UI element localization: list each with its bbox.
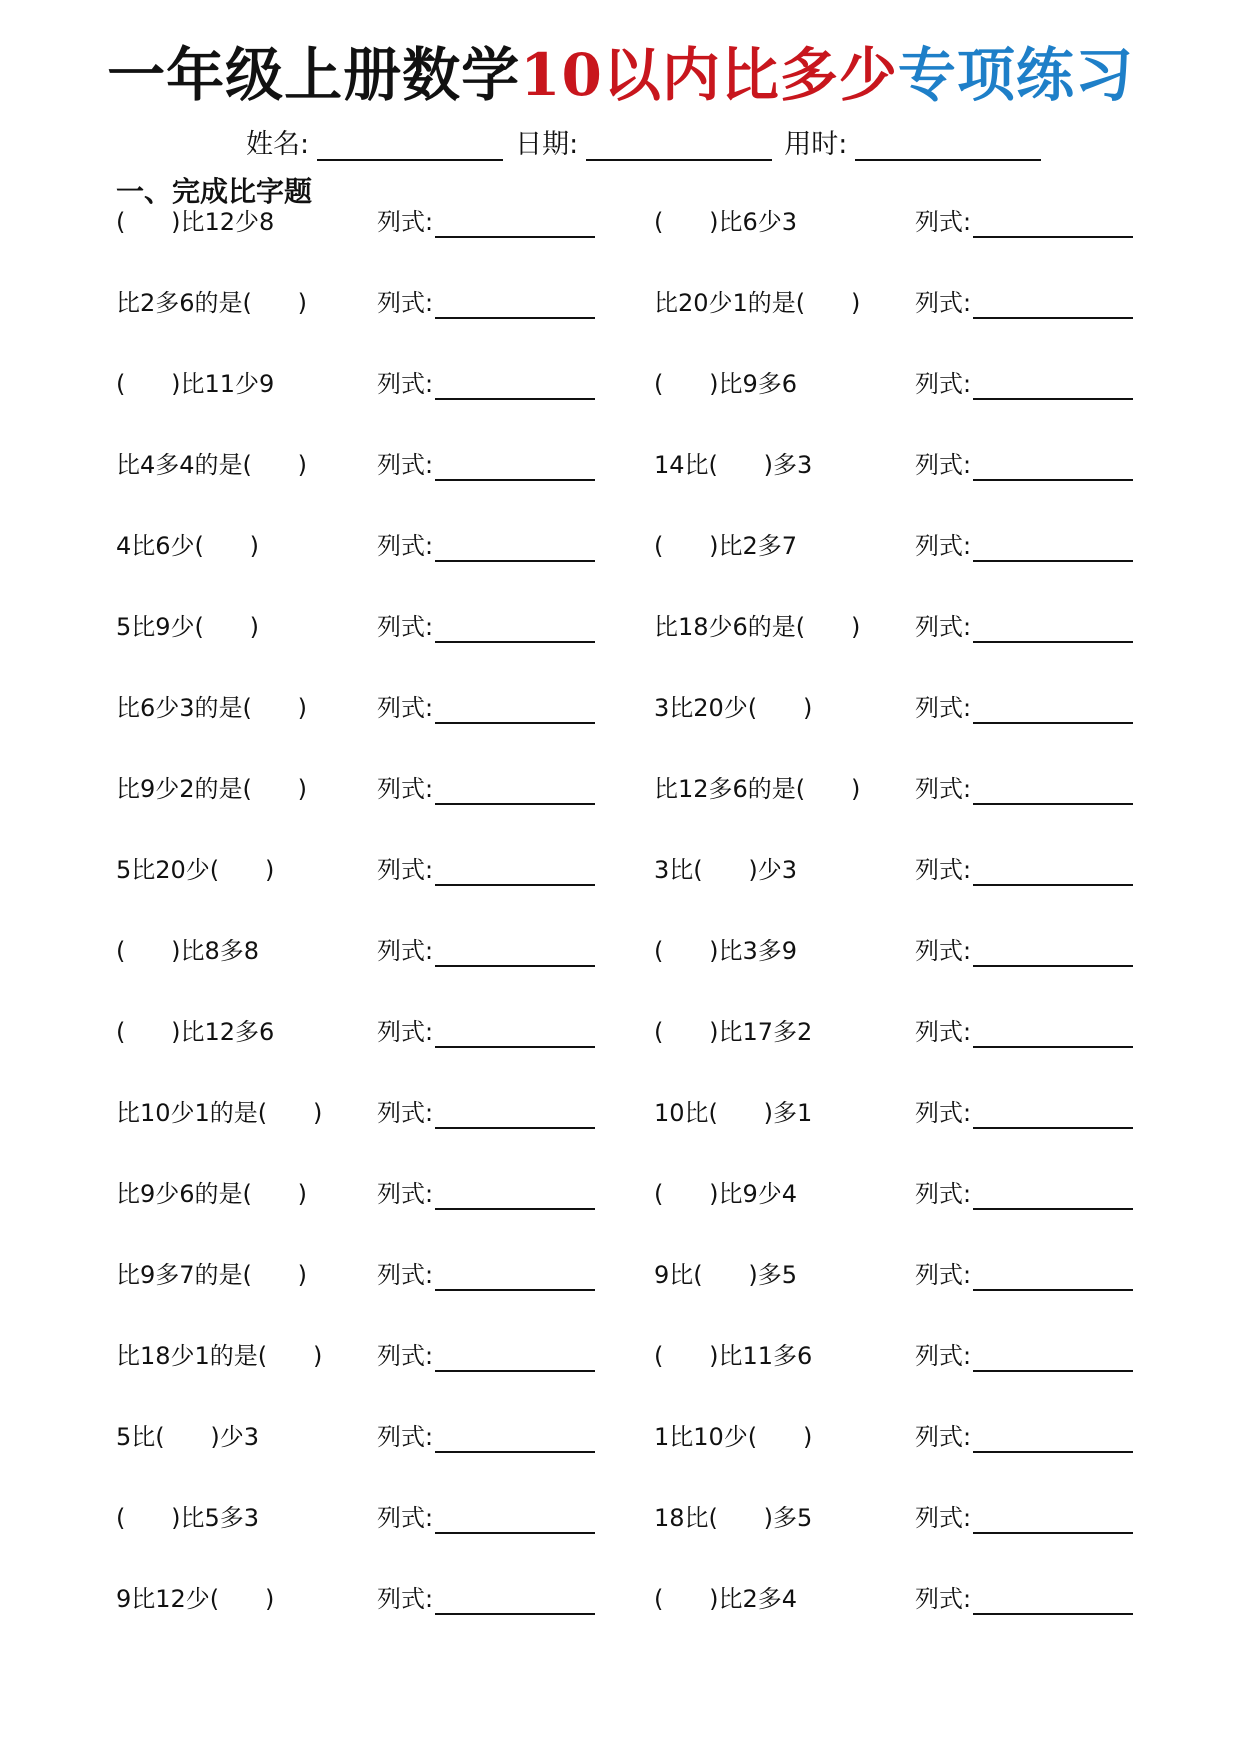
question-row [0, 287, 1241, 368]
formula-field-right [915, 1016, 1133, 1048]
name-field [246, 122, 503, 161]
formula-field-right [915, 1421, 1133, 1453]
formula-label: 列式: [377, 1261, 434, 1289]
formula-field-left [377, 449, 595, 481]
formula-answer-blank[interactable] [435, 777, 595, 805]
formula-field-right [915, 368, 1133, 400]
time-blank[interactable] [855, 133, 1041, 161]
formula-label: 列式: [377, 451, 434, 479]
formula-label: 列式: [915, 370, 972, 398]
page-title [0, 28, 1241, 112]
formula-field-left [377, 854, 595, 886]
formula-answer-blank[interactable] [973, 1506, 1133, 1534]
formula-field-right [915, 773, 1133, 805]
question-text-left: 比18少1的是( ) [116, 1342, 323, 1370]
formula-field-left [377, 530, 595, 562]
formula-answer-blank[interactable] [973, 291, 1133, 319]
formula-answer-blank[interactable] [973, 372, 1133, 400]
formula-field-left [377, 773, 595, 805]
question-text-right: ( )比9多6 [654, 370, 798, 398]
formula-field-right [915, 287, 1133, 319]
question-text-right: 3比( )少3 [654, 856, 798, 884]
formula-field-left [377, 1016, 595, 1048]
formula-answer-blank[interactable] [973, 534, 1133, 562]
formula-label: 列式: [377, 289, 434, 317]
formula-label: 列式: [915, 613, 972, 641]
question-text-right: ( )比6少3 [654, 208, 798, 236]
formula-label: 列式: [915, 937, 972, 965]
formula-label: 列式: [377, 1099, 434, 1127]
formula-label: 列式: [377, 532, 434, 560]
formula-label: 列式: [915, 1180, 972, 1208]
formula-label: 列式: [377, 1018, 434, 1046]
formula-field-right [915, 1178, 1133, 1210]
formula-field-right [915, 1583, 1133, 1615]
formula-label: 列式: [915, 208, 972, 236]
question-row [0, 530, 1241, 611]
formula-answer-blank[interactable] [973, 1101, 1133, 1129]
formula-label: 列式: [377, 694, 434, 722]
formula-label: 列式: [915, 1261, 972, 1289]
question-text-right: ( )比2多7 [654, 532, 798, 560]
formula-answer-blank[interactable] [435, 453, 595, 481]
question-row [0, 449, 1241, 530]
formula-answer-blank[interactable] [973, 1263, 1133, 1291]
question-text-right: ( )比11多6 [654, 1342, 813, 1370]
question-text-left: ( )比5多3 [116, 1504, 260, 1532]
formula-field-left [377, 935, 595, 967]
formula-field-right [915, 1502, 1133, 1534]
question-text-left: 比9少2的是( ) [116, 775, 308, 803]
formula-field-right [915, 1340, 1133, 1372]
formula-label: 列式: [915, 1342, 972, 1370]
formula-answer-blank[interactable] [973, 210, 1133, 238]
title-part-grade: 一年级上册数学 [107, 41, 521, 109]
formula-answer-blank[interactable] [973, 777, 1133, 805]
question-text-left: ( )比12少8 [116, 208, 275, 236]
formula-field-right [915, 692, 1133, 724]
formula-answer-blank[interactable] [973, 1425, 1133, 1453]
question-text-left: ( )比12多6 [116, 1018, 275, 1046]
formula-label: 列式: [915, 1099, 972, 1127]
question-row [0, 935, 1241, 1016]
formula-field-right [915, 449, 1133, 481]
student-info-line [246, 122, 1053, 161]
question-row [0, 773, 1241, 854]
question-text-left: 比4多4的是( ) [116, 451, 308, 479]
formula-field-right [915, 1097, 1133, 1129]
formula-field-right [915, 530, 1133, 562]
formula-label: 列式: [915, 289, 972, 317]
formula-answer-blank[interactable] [973, 615, 1133, 643]
question-text-left: 比2多6的是( ) [116, 289, 308, 317]
formula-field-left [377, 692, 595, 724]
formula-field-left [377, 1259, 595, 1291]
formula-field-left [377, 1421, 595, 1453]
formula-answer-blank[interactable] [973, 1587, 1133, 1615]
question-text-right: 1比10少( ) [654, 1423, 813, 1451]
question-text-left: 5比9少( ) [116, 613, 260, 641]
question-row [0, 1097, 1241, 1178]
formula-label: 列式: [915, 856, 972, 884]
formula-field-left [377, 611, 595, 643]
formula-label: 列式: [377, 1585, 434, 1613]
question-text-left: 比9少6的是( ) [116, 1180, 308, 1208]
question-row [0, 1340, 1241, 1421]
question-text-right: 比12多6的是( ) [654, 775, 861, 803]
formula-field-left [377, 1502, 595, 1534]
question-text-right: 14比( )多3 [654, 451, 813, 479]
formula-answer-blank[interactable] [973, 939, 1133, 967]
question-text-right: ( )比2多4 [654, 1585, 798, 1613]
question-row [0, 368, 1241, 449]
time-field [784, 122, 1041, 161]
formula-answer-blank[interactable] [435, 1425, 595, 1453]
formula-label: 列式: [915, 532, 972, 560]
formula-answer-blank[interactable] [973, 1182, 1133, 1210]
name-blank[interactable] [317, 133, 503, 161]
formula-label: 列式: [377, 775, 434, 803]
formula-label: 列式: [377, 370, 434, 398]
question-row [0, 611, 1241, 692]
formula-label: 列式: [915, 775, 972, 803]
formula-field-right [915, 611, 1133, 643]
formula-answer-blank[interactable] [973, 696, 1133, 724]
question-text-right: 9比( )多5 [654, 1261, 798, 1289]
question-text-left: 5比( )少3 [116, 1423, 260, 1451]
formula-answer-blank[interactable] [435, 1101, 595, 1129]
formula-answer-blank[interactable] [435, 939, 595, 967]
title-part-practice: 专项练习 [897, 41, 1134, 109]
question-text-left: 比6少3的是( ) [116, 694, 308, 722]
formula-label: 列式: [915, 1018, 972, 1046]
question-row [0, 1259, 1241, 1340]
question-text-right: 比20少1的是( ) [654, 289, 861, 317]
formula-label: 列式: [915, 1504, 972, 1532]
formula-answer-blank[interactable] [973, 858, 1133, 886]
formula-field-right [915, 1259, 1133, 1291]
formula-label: 列式: [377, 1504, 434, 1532]
formula-label: 列式: [915, 1423, 972, 1451]
formula-field-left [377, 1178, 595, 1210]
formula-answer-blank[interactable] [435, 291, 595, 319]
question-row [0, 1016, 1241, 1097]
formula-answer-blank[interactable] [435, 1506, 595, 1534]
question-text-right: ( )比9少4 [654, 1180, 798, 1208]
formula-label: 列式: [377, 613, 434, 641]
question-row [0, 1421, 1241, 1502]
question-text-left: 4比6少( ) [116, 532, 260, 560]
formula-answer-blank[interactable] [435, 1182, 595, 1210]
question-row [0, 206, 1241, 287]
question-text-left: 比10少1的是( ) [116, 1099, 323, 1127]
question-text-left: 5比20少( ) [116, 856, 275, 884]
formula-label: 列式: [915, 451, 972, 479]
question-text-right: 3比20少( ) [654, 694, 813, 722]
section-title: 一、完成比字题 [116, 175, 313, 208]
formula-label: 列式: [377, 1342, 434, 1370]
formula-label: 列式: [377, 937, 434, 965]
date-field [515, 122, 772, 161]
formula-field-left [377, 287, 595, 319]
formula-label: 列式: [377, 208, 434, 236]
title-part-topic: 10以内比多少 [520, 41, 898, 109]
formula-label: 列式: [377, 1423, 434, 1451]
name-label: 姓名: [246, 129, 310, 160]
formula-field-left [377, 1583, 595, 1615]
formula-answer-blank[interactable] [973, 453, 1133, 481]
formula-field-right [915, 206, 1133, 238]
formula-field-left [377, 1097, 595, 1129]
formula-answer-blank[interactable] [435, 1263, 595, 1291]
question-text-left: ( )比8多8 [116, 937, 260, 965]
formula-answer-blank[interactable] [435, 210, 595, 238]
question-row [0, 1502, 1241, 1583]
question-row [0, 692, 1241, 773]
formula-answer-blank[interactable] [435, 1587, 595, 1615]
question-row [0, 1178, 1241, 1259]
question-row [0, 854, 1241, 935]
formula-field-right [915, 935, 1133, 967]
formula-field-left [377, 1340, 595, 1372]
question-text-right: 18比( )多5 [654, 1504, 813, 1532]
formula-answer-blank[interactable] [973, 1020, 1133, 1048]
formula-answer-blank[interactable] [435, 534, 595, 562]
question-text-right: 比18少6的是( ) [654, 613, 861, 641]
formula-answer-blank[interactable] [435, 615, 595, 643]
question-text-left: ( )比11少9 [116, 370, 275, 398]
date-label: 日期: [515, 129, 579, 160]
formula-label: 列式: [377, 856, 434, 884]
date-blank[interactable] [586, 133, 772, 161]
question-text-right: ( )比17多2 [654, 1018, 813, 1046]
formula-label: 列式: [377, 1180, 434, 1208]
formula-field-right [915, 854, 1133, 886]
question-row [0, 1583, 1241, 1664]
formula-answer-blank[interactable] [973, 1344, 1133, 1372]
formula-label: 列式: [915, 694, 972, 722]
question-list [0, 206, 1241, 1664]
formula-answer-blank[interactable] [435, 1344, 595, 1372]
formula-answer-blank[interactable] [435, 696, 595, 724]
question-text-left: 9比12少( ) [116, 1585, 275, 1613]
time-label: 用时: [784, 129, 848, 160]
formula-label: 列式: [915, 1585, 972, 1613]
question-text-left: 比9多7的是( ) [116, 1261, 308, 1289]
formula-answer-blank[interactable] [435, 372, 595, 400]
formula-answer-blank[interactable] [435, 858, 595, 886]
formula-field-left [377, 368, 595, 400]
question-text-right: ( )比3多9 [654, 937, 798, 965]
question-text-right: 10比( )多1 [654, 1099, 813, 1127]
formula-field-left [377, 206, 595, 238]
formula-answer-blank[interactable] [435, 1020, 595, 1048]
